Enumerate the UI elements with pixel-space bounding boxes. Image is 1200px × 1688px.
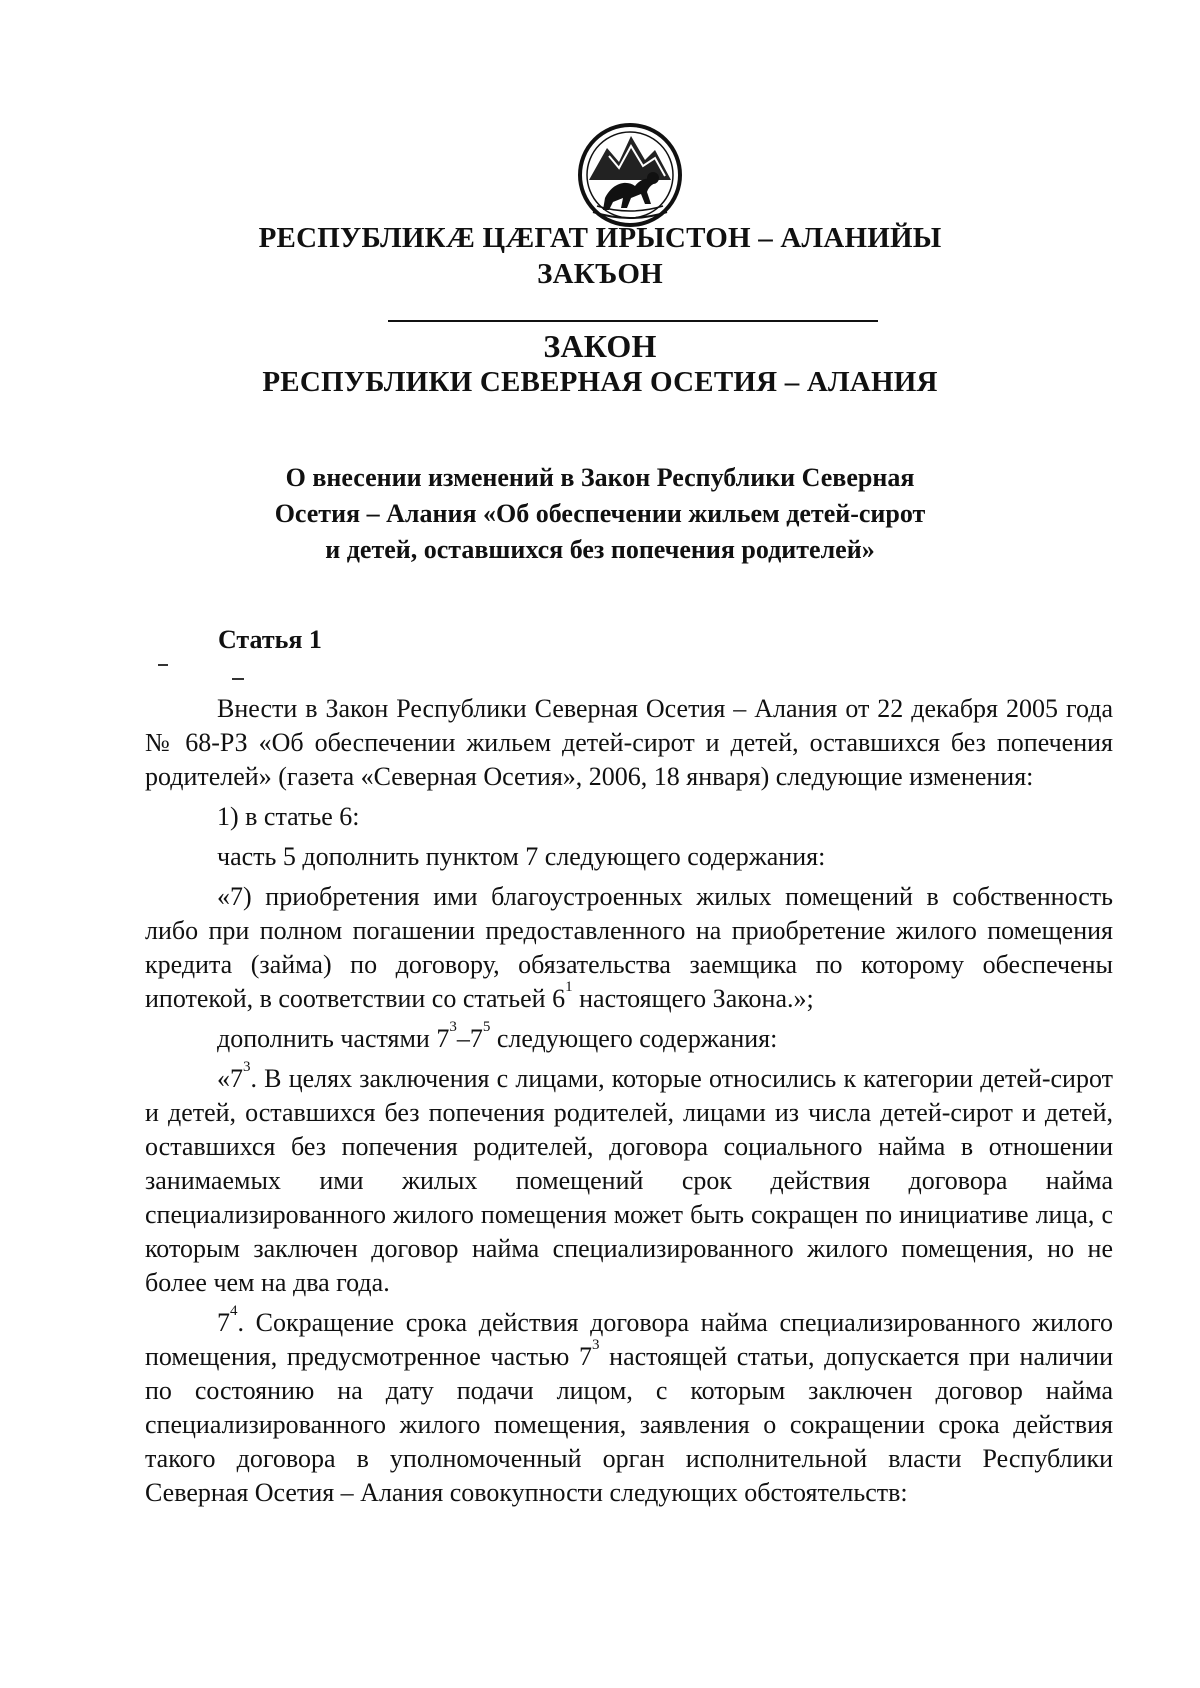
- law-title-line-3: и детей, оставшихся без попечения родителей»: [325, 535, 875, 564]
- paragraph-part-7-4: $7^4$. Сокращение срока действия договора найма специализированного жилого помещения, предусмотренное частью $7^3$ настоящей статьи, допускается при наличии по состоянию на дату подачи лицом, с которым заключен договор найма специализированного жилого помещения, заявления о сокращении срока действия такого договора в уполномоченный орган исполнительной власти Республики Северная Осетия – Алания совокупности следующих обстоятельств:: [145, 1303, 1113, 1507]
- article-heading: Статья 1: [218, 625, 322, 654]
- paragraph-intro: Внести в Закон Республики Северная Осетия – Алания от 22 декабря 2005 года № 68-РЗ «Об обеспечении жильем детей-сирот и детей, оставшихся без попечения родителей» (газета «Северная Осетия», 2006, 18 января) следующие изменения:: [145, 694, 1113, 791]
- header-law: ЗАКОН: [543, 328, 657, 364]
- law-title-line-1: О внесении изменений в Закон Республики Северная: [285, 463, 915, 492]
- paragraph-add-parts: дополнить частями $7^3-7^5$ следующего содержания:: [217, 1019, 778, 1053]
- header-ossetian-law: ЗАКЪОН: [537, 258, 663, 290]
- header-republic: РЕСПУБЛИКИ СЕВЕРНАЯ ОСЕТИЯ – АЛАНИЯ: [262, 366, 938, 398]
- law-title-line-2: Осетия – Алания «Об обеспечении жильем детей-сирот: [274, 499, 926, 528]
- law-title: [0, 460, 1200, 568]
- paragraph-part-7-3: «$7^3$. В целях заключения с лицами, которые относились к категории детей-сирот и детей, оставшихся без попечения родителей, лицами из числа детей-сирот и детей, оставшихся без попечения родителей, договора социального найма в отношении занимаемых ими жилых помещений срок действия договора найма специализированного жилого помещения может быть сокращен по инициативе лица, с которым заключен договор найма специализированного жилого помещения, но не более чем на два года.: [145, 1059, 1113, 1297]
- paragraph-item-1: 1) в статье 6:: [217, 802, 360, 831]
- scan-speck: [232, 678, 244, 680]
- coat-of-arms-emblem: [575, 120, 685, 230]
- paragraph-point-7: «7) приобретения ими благоустроенных жилых помещений в собственность либо при полном погашении предоставленного на приобретение жилого помещения кредита (займа) по договору, обязательства заемщика по которому обеспечены ипотекой, в соответствии со статьей $6^1$ настоящего Закона.»;: [145, 882, 1113, 1013]
- paragraph-part-5: часть 5 дополнить пунктом 7 следующего содержания:: [217, 842, 826, 871]
- header-ossetian-republic: РЕСПУБЛИКÆ ЦÆГАТ ИРЫСТОН – АЛАНИЙЫ: [258, 222, 942, 254]
- article-body: [145, 692, 1113, 1510]
- scan-speck: [158, 664, 168, 666]
- header-divider: [388, 320, 878, 322]
